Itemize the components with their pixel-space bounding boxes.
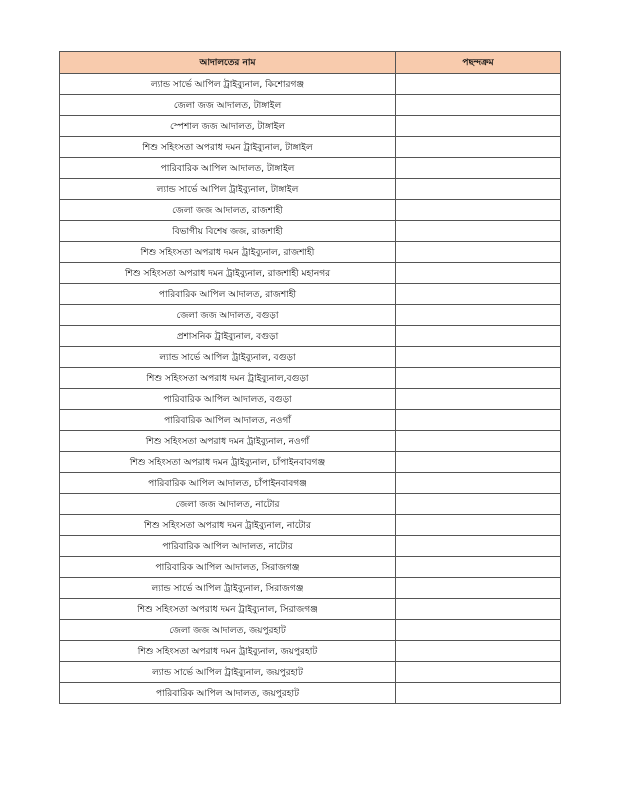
- court-name-cell: পারিবারিক আপিল আদালত, নওগাঁ: [60, 410, 396, 431]
- court-name-cell: শিশু সহিংসতা অপরাধ দমন ট্রাইব্যুনাল, নওগাঁ: [60, 431, 396, 452]
- preference-cell[interactable]: [396, 662, 561, 683]
- court-name-cell: পারিবারিক আপিল আদালত, চাঁপাইনবাবগঞ্জ: [60, 473, 396, 494]
- table-header-row: [60, 52, 561, 74]
- table-row: [60, 410, 561, 431]
- preference-cell[interactable]: [396, 347, 561, 368]
- table-row: [60, 578, 561, 599]
- court-name-cell: জেলা জজ আদালত, জয়পুরহাট: [60, 620, 396, 641]
- court-name-cell: ল্যান্ড সার্ভে আপিল ট্রাইব্যুনাল, জয়পুরহাট: [60, 662, 396, 683]
- table-row: [60, 200, 561, 221]
- preference-cell[interactable]: [396, 683, 561, 704]
- preference-cell[interactable]: [396, 326, 561, 347]
- table-row: [60, 599, 561, 620]
- court-name-cell: ল্যান্ড সার্ভে আপিল ট্রাইব্যুনাল, সিরাজগঞ্জ: [60, 578, 396, 599]
- preference-cell[interactable]: [396, 431, 561, 452]
- table-row: [60, 116, 561, 137]
- preference-cell[interactable]: [396, 116, 561, 137]
- preference-cell[interactable]: [396, 263, 561, 284]
- preference-cell[interactable]: [396, 284, 561, 305]
- preference-cell[interactable]: [396, 641, 561, 662]
- table-row: [60, 221, 561, 242]
- table-row: [60, 536, 561, 557]
- preference-cell[interactable]: [396, 620, 561, 641]
- table-row: [60, 662, 561, 683]
- preference-cell[interactable]: [396, 95, 561, 116]
- header-court-name: আদালতের নাম: [60, 52, 396, 74]
- court-name-cell: শিশু সহিংসতা অপরাধ দমন ট্রাইব্যুনাল, রাজশাহী মহানগর: [60, 263, 396, 284]
- preference-cell[interactable]: [396, 473, 561, 494]
- court-name-cell: স্পেশাল জজ আদালত, টাঙ্গাইল: [60, 116, 396, 137]
- preference-cell[interactable]: [396, 179, 561, 200]
- table-row: [60, 137, 561, 158]
- court-name-cell: শিশু সহিংসতা অপরাধ দমন ট্রাইব্যুনাল, রাজশাহী: [60, 242, 396, 263]
- table-row: [60, 473, 561, 494]
- court-name-cell: পারিবারিক আপিল আদালত, রাজশাহী: [60, 284, 396, 305]
- court-name-cell: পারিবারিক আপিল আদালত, জয়পুরহাট: [60, 683, 396, 704]
- table-row: [60, 431, 561, 452]
- preference-cell[interactable]: [396, 599, 561, 620]
- table-row: [60, 95, 561, 116]
- table-row: [60, 389, 561, 410]
- court-name-cell: জেলা জজ আদালত, রাজশাহী: [60, 200, 396, 221]
- court-name-cell: প্রশাসনিক ট্রাইব্যুনাল, বগুড়া: [60, 326, 396, 347]
- preference-cell[interactable]: [396, 578, 561, 599]
- preference-cell[interactable]: [396, 200, 561, 221]
- preference-cell[interactable]: [396, 221, 561, 242]
- court-name-cell: শিশু সহিংসতা অপরাধ দমন ট্রাইব্যুনাল, চাঁপাইনবাবগঞ্জ: [60, 452, 396, 473]
- table-body: [60, 74, 561, 704]
- table-row: [60, 74, 561, 95]
- table-row: [60, 326, 561, 347]
- court-name-cell: শিশু সহিংসতা অপরাধ দমন ট্রাইব্যুনাল, সিরাজগঞ্জ: [60, 599, 396, 620]
- court-name-cell: ল্যান্ড সার্ভে আপিল ট্রাইব্যুনাল, বগুড়া: [60, 347, 396, 368]
- preference-cell[interactable]: [396, 452, 561, 473]
- court-name-cell: ল্যান্ড সার্ভে আপিল ট্রাইব্যুনাল, কিশোরগঞ্জ: [60, 74, 396, 95]
- table-row: [60, 641, 561, 662]
- table-row: [60, 683, 561, 704]
- table-row: [60, 158, 561, 179]
- court-name-cell: শিশু সহিংসতা অপরাধ দমন ট্রাইব্যুনাল, টাঙ্গাইল: [60, 137, 396, 158]
- court-name-cell: শিশু সহিংসতা অপরাধ দমন ট্রাইব্যুনাল, জয়পুরহাট: [60, 641, 396, 662]
- table-row: [60, 515, 561, 536]
- court-name-cell: পারিবারিক আপিল আদালত, নাটোর: [60, 536, 396, 557]
- preference-cell[interactable]: [396, 389, 561, 410]
- table-row: [60, 494, 561, 515]
- preference-cell[interactable]: [396, 158, 561, 179]
- table-row: [60, 557, 561, 578]
- court-preference-table: [59, 51, 561, 704]
- table-row: [60, 620, 561, 641]
- table-row: [60, 305, 561, 326]
- table-row: [60, 368, 561, 389]
- preference-cell[interactable]: [396, 74, 561, 95]
- court-name-cell: পারিবারিক আপিল আদালত, টাঙ্গাইল: [60, 158, 396, 179]
- preference-cell[interactable]: [396, 242, 561, 263]
- preference-cell[interactable]: [396, 494, 561, 515]
- preference-cell[interactable]: [396, 557, 561, 578]
- court-name-cell: শিশু সহিংসতা অপরাধ দমন ট্রাইব্যুনাল,বগুড়া: [60, 368, 396, 389]
- table-row: [60, 179, 561, 200]
- preference-cell[interactable]: [396, 536, 561, 557]
- court-name-cell: বিভাগীয় বিশেষ জজ, রাজশাহী: [60, 221, 396, 242]
- preference-cell[interactable]: [396, 410, 561, 431]
- court-name-cell: জেলা জজ আদালত, টাঙ্গাইল: [60, 95, 396, 116]
- preference-cell[interactable]: [396, 137, 561, 158]
- table-row: [60, 242, 561, 263]
- court-name-cell: জেলা জজ আদালত, নাটোর: [60, 494, 396, 515]
- court-name-cell: জেলা জজ আদালত, বগুড়া: [60, 305, 396, 326]
- preference-cell[interactable]: [396, 305, 561, 326]
- court-name-cell: ল্যান্ড সার্ভে আপিল ট্রাইব্যুনাল, টাঙ্গাইল: [60, 179, 396, 200]
- court-name-cell: পারিবারিক আপিল আদালত, সিরাজগঞ্জ: [60, 557, 396, 578]
- preference-cell[interactable]: [396, 515, 561, 536]
- header-preference: পছন্দক্রম: [396, 52, 561, 74]
- table-row: [60, 347, 561, 368]
- preference-cell[interactable]: [396, 368, 561, 389]
- table-header: [60, 52, 561, 74]
- table-row: [60, 284, 561, 305]
- court-name-cell: শিশু সহিংসতা অপরাধ দমন ট্রাইব্যুনাল, নাটোর: [60, 515, 396, 536]
- table-row: [60, 452, 561, 473]
- table-row: [60, 263, 561, 284]
- court-name-cell: পারিবারিক আপিল আদালত, বগুড়া: [60, 389, 396, 410]
